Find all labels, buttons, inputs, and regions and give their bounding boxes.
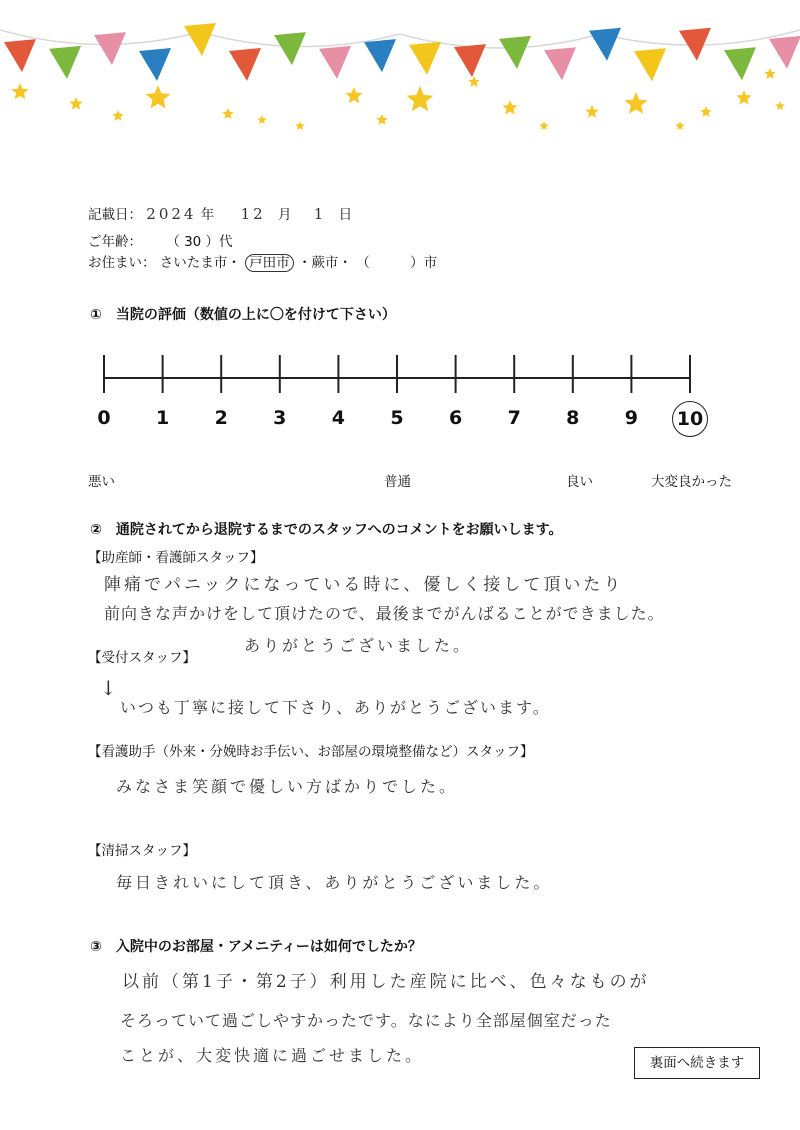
- bunting-flag: [229, 48, 261, 81]
- address-option-warabi: ・蕨市・: [297, 255, 352, 271]
- cleaning-comment: 毎日きれいにして頂き、ありがとうございました。: [116, 873, 553, 892]
- bunting-flag: [724, 47, 756, 80]
- bunting-banner: [0, 0, 800, 150]
- cleaning-label: 【清掃スタッフ】: [88, 843, 196, 859]
- star-icon: [222, 108, 233, 119]
- scale-number-10-selected[interactable]: 10: [672, 401, 708, 437]
- day-label: 日: [338, 207, 353, 223]
- q1-title: ① 当院の評価（数値の上に〇を付けて下さい）: [90, 307, 396, 323]
- bunting-flag: [4, 39, 36, 72]
- star-icon: [764, 68, 775, 79]
- star-icon: [775, 101, 785, 110]
- assistant-label: 【看護助手（外来・分娩時お手伝い、お部屋の環境整備など）スタッフ】: [88, 744, 534, 760]
- star-icon: [257, 115, 267, 124]
- continue-on-back-box: 裏面へ続きます: [634, 1047, 760, 1079]
- q3-comment-line2: そろっていて過ごしやすかったです。なにより全部屋個室だった: [120, 1011, 612, 1030]
- label-normal: 普通: [384, 474, 411, 490]
- bunting-flag: [409, 42, 441, 75]
- star-icon: [146, 85, 171, 109]
- month-label: 月: [277, 207, 292, 223]
- star-icon: [502, 100, 517, 115]
- star-icon: [112, 110, 123, 121]
- label-bad: 悪い: [88, 474, 115, 490]
- star-icon: [11, 83, 28, 99]
- address-label: お住まい：: [88, 255, 156, 271]
- bunting-flag: [589, 28, 621, 61]
- q2-title: ② 通院されてから退院するまでのスタッフへのコメントをお願いします。: [90, 522, 563, 538]
- bunting-flag: [499, 36, 531, 69]
- bunting-flag: [94, 32, 126, 65]
- star-icon: [345, 87, 362, 103]
- bunting-flag: [364, 39, 396, 72]
- q3-comment-line3: ことが、大変快適に過ごせました。: [120, 1046, 425, 1065]
- reception-arrow: ↓: [100, 676, 120, 700]
- scale-number-4[interactable]: 4: [331, 407, 345, 429]
- star-icon: [585, 105, 598, 118]
- reception-comment: いつも丁寧に接して下さり、ありがとうございます。: [120, 698, 551, 717]
- midwife-comment-line1: 陣痛でパニックになっている時に、優しく接して頂いたり: [104, 575, 624, 595]
- assistant-comment: みなさま笑顔で優しい方ばかりでした。: [116, 777, 459, 796]
- scale-number-2[interactable]: 2: [214, 407, 228, 429]
- date-day-value: 1: [313, 205, 327, 223]
- bunting-flag: [544, 47, 576, 80]
- scale-number-1[interactable]: 1: [155, 407, 170, 429]
- midwife-comment-line3: ありがとうございました。: [244, 636, 473, 655]
- date-row: [88, 203, 352, 223]
- star-icon: [625, 92, 648, 114]
- scale-number-6[interactable]: 6: [448, 407, 463, 429]
- scale-number-7[interactable]: 7: [507, 407, 521, 429]
- star-icon: [468, 76, 479, 87]
- address-option-other: （ ）市: [356, 255, 438, 271]
- age-label: ご年齢：: [88, 234, 142, 250]
- label-great: 大変良かった: [651, 474, 732, 490]
- star-icon: [295, 121, 305, 130]
- star-icon: [675, 121, 685, 130]
- midwife-label: 【助産師・看護師スタッフ】: [88, 550, 264, 566]
- scale-number-3[interactable]: 3: [273, 407, 287, 429]
- address-option-toda-circled: 戸田市: [245, 254, 294, 272]
- bunting-flag: [319, 46, 351, 79]
- date-year-value: 2024: [146, 205, 197, 223]
- midwife-comment-line2: 前向きな声かけをして頂けたので、最後までがんばることができました。: [104, 604, 665, 623]
- star-icon: [407, 86, 434, 111]
- bunting-flag: [634, 48, 666, 81]
- q3-title: ③ 入院中のお部屋・アメニティーは如何でしたか？: [90, 939, 422, 955]
- q3-comment-line1: 以前（第1子・第2子）利用した産院に比べ、色々なものが: [122, 972, 650, 992]
- scale-number-0[interactable]: 0: [97, 407, 111, 429]
- scale-number-5[interactable]: 5: [390, 407, 404, 429]
- date-label: 記載日：: [88, 207, 142, 223]
- bunting-flag: [184, 23, 216, 56]
- address-row: [88, 251, 437, 271]
- year-label: 年: [200, 207, 215, 223]
- label-good: 良い: [566, 474, 593, 490]
- star-icon: [69, 97, 82, 110]
- scale-number-8[interactable]: 8: [566, 407, 580, 429]
- bunting-flag: [139, 48, 171, 81]
- bunting-flag: [274, 32, 306, 65]
- star-icon: [736, 90, 751, 105]
- scale-number-9[interactable]: 9: [624, 407, 638, 429]
- age-row: [88, 230, 233, 250]
- star-icon: [539, 121, 549, 130]
- star-icon: [700, 106, 711, 117]
- date-month-value: 12: [240, 205, 266, 223]
- star-icon: [376, 114, 387, 125]
- bunting-flag: [769, 36, 800, 69]
- address-option-saitama: さいたま市・: [159, 255, 241, 271]
- bunting-flag: [49, 46, 81, 79]
- age-value: （ 30 ）代: [166, 234, 233, 250]
- bunting-flag: [454, 44, 486, 77]
- reception-label: 【受付スタッフ】: [88, 650, 196, 666]
